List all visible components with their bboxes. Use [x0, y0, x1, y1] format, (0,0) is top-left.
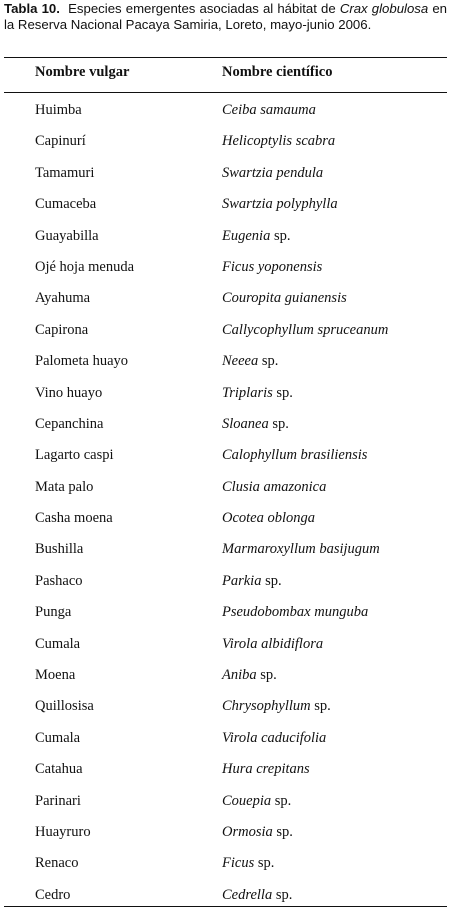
common-name-cell: Moena: [35, 667, 76, 684]
scientific-name-italic: Swartzia polyphylla: [222, 196, 338, 213]
table-header-rule: [4, 92, 447, 93]
table-row: [0, 315, 450, 346]
scientific-name-italic: Ceiba samauma: [222, 102, 316, 118]
caption-text-before: Especies emergentes asociadas al hábitat de: [68, 1, 340, 16]
scientific-name-cell: [222, 322, 388, 339]
common-name-cell: Ojé hoja menuda: [35, 258, 135, 275]
scientific-name-suffix: sp.: [272, 823, 293, 840]
common-name-cell: Ayahuma: [35, 290, 91, 307]
common-name-cell: Bushilla: [35, 541, 84, 558]
common-name-cell: Guayabilla: [35, 227, 99, 244]
scientific-name-italic: Eugenia: [222, 227, 271, 244]
scientific-name-suffix: sp.: [270, 227, 291, 244]
scientific-name-cell: [222, 793, 291, 810]
scientific-name-cell: [222, 761, 310, 778]
table-row: [0, 472, 450, 503]
scientific-name-cell: [222, 573, 282, 590]
scientific-name-suffix: sp.: [272, 886, 293, 903]
common-name-cell: Cumala: [35, 729, 81, 746]
scientific-name-suffix: sp.: [310, 698, 331, 715]
scientific-name-italic: Ormosia: [222, 823, 273, 840]
scientific-name-italic: Couepia: [222, 792, 272, 809]
scientific-name-suffix: sp.: [254, 855, 275, 872]
scientific-name-cell: [222, 604, 368, 621]
scientific-name-italic: Ficus: [222, 855, 255, 872]
scientific-name-suffix: sp.: [272, 384, 293, 401]
scientific-name-cell: [222, 447, 367, 464]
scientific-name-italic: Hura crepitans: [222, 761, 310, 778]
caption-species: Crax globulosa: [339, 1, 429, 16]
table-row: [0, 158, 450, 189]
common-name-cell: Lagarto caspi: [35, 447, 114, 464]
table-row: [0, 440, 450, 471]
scientific-name-italic: Marmaroxyllum basijugum: [222, 541, 380, 558]
caption-label: Tabla 10.: [4, 1, 60, 16]
scientific-name-italic: Ocotea oblonga: [222, 510, 316, 527]
common-name-cell: Capirona: [35, 321, 89, 338]
caption-text-after: en la Reserva Nacional Pacaya Samiria, Loreto, mayo-junio 2006.: [4, 1, 448, 32]
column-header-scientific-name: Nombre científico: [222, 64, 333, 80]
common-name-cell: Renaco: [35, 855, 79, 872]
scientific-name-cell: [222, 228, 290, 245]
common-name-cell: Punga: [35, 604, 72, 621]
scientific-name-cell: [222, 730, 326, 747]
scientific-name-cell: [222, 196, 338, 213]
common-name-cell: Capinurí: [35, 133, 86, 150]
table-row: [0, 786, 450, 817]
scientific-name-italic: Couropita guianensis: [222, 290, 347, 307]
table-row: [0, 817, 450, 848]
scientific-name-cell: [222, 636, 323, 653]
scientific-name-cell: [222, 133, 335, 150]
table-row: [0, 503, 450, 534]
scientific-name-italic: Triplaris: [222, 384, 273, 401]
table-row: [0, 597, 450, 628]
scientific-name-cell: [222, 259, 322, 276]
scientific-name-italic: Calophyllum brasiliensis: [222, 447, 368, 464]
scientific-name-italic: Clusia amazonica: [222, 478, 327, 495]
table-row: [0, 95, 450, 126]
common-name-cell: Tamamuri: [35, 164, 95, 181]
scientific-name-cell: [222, 887, 292, 904]
scientific-name-italic: Helicoptylis scabra: [222, 133, 336, 150]
scientific-name-suffix: sp.: [271, 792, 292, 809]
common-name-cell: Mata palo: [35, 478, 94, 495]
table-row: [0, 848, 450, 879]
scientific-name-cell: [222, 855, 274, 872]
scientific-name-italic: Sloanea: [222, 415, 269, 432]
common-name-cell: Parinari: [35, 792, 81, 809]
table-row: [0, 189, 450, 220]
scientific-name-italic: Pseudobombax munguba: [222, 604, 369, 621]
table-row: [0, 126, 450, 157]
table-row: [0, 723, 450, 754]
common-name-cell: Cedro: [35, 886, 71, 903]
scientific-name-italic: Aniba: [222, 667, 257, 684]
scientific-name-suffix: sp.: [261, 572, 282, 589]
table-row: [0, 378, 450, 409]
scientific-name-cell: [222, 510, 315, 527]
common-name-cell: Huimba: [35, 102, 82, 118]
scientific-name-italic: Swartzia pendula: [222, 164, 324, 181]
table-row: [0, 409, 450, 440]
common-name-cell: Catahua: [35, 761, 83, 778]
common-name-cell: Cumaceba: [35, 196, 97, 213]
scientific-name-italic: Virola albidiflora: [222, 635, 324, 652]
scientific-name-cell: [222, 416, 289, 433]
common-name-cell: Cepanchina: [35, 415, 104, 432]
scientific-name-cell: [222, 667, 277, 684]
scientific-name-italic: Virola caducifolia: [222, 729, 327, 746]
table-top-rule: [4, 57, 447, 58]
common-name-cell: Palometa huayo: [35, 353, 129, 370]
scientific-name-cell: [222, 541, 380, 558]
table-row: [0, 346, 450, 377]
scientific-name-cell: [222, 353, 278, 370]
scientific-name-italic: Chrysophyllum: [222, 698, 311, 715]
table-row: [0, 534, 450, 565]
scientific-name-italic: Neeea: [222, 353, 259, 370]
scientific-name-italic: Ficus yoponensis: [222, 258, 323, 275]
common-name-cell: Quillosisa: [35, 698, 94, 715]
scientific-name-cell: [222, 102, 316, 119]
scientific-name-cell: [222, 290, 347, 307]
common-name-cell: Vino huayo: [35, 384, 103, 401]
common-name-cell: Cumala: [35, 635, 81, 652]
scientific-name-cell: [222, 385, 293, 402]
table-row: [0, 566, 450, 597]
column-header-common-name: Nombre vulgar: [35, 64, 130, 80]
common-name-cell: Huayruro: [35, 823, 91, 840]
table-row: [0, 754, 450, 785]
scientific-name-suffix: sp.: [268, 415, 289, 432]
common-name-cell: Casha moena: [35, 510, 113, 527]
scientific-name-italic: Cedrella: [222, 886, 273, 903]
scientific-name-suffix: sp.: [256, 667, 277, 684]
scientific-name-cell: [222, 824, 293, 841]
table-row: [0, 252, 450, 283]
table-bottom-rule: [4, 906, 447, 907]
table-row: [0, 221, 450, 252]
scientific-name-suffix: sp.: [258, 353, 279, 370]
table-row: [0, 660, 450, 691]
scientific-name-italic: Parkia: [222, 572, 262, 589]
common-name-cell: Pashaco: [35, 572, 83, 589]
table-row: [0, 691, 450, 722]
table-row: [0, 283, 450, 314]
table-caption: [4, 1, 447, 33]
scientific-name-cell: [222, 479, 326, 496]
scientific-name-italic: Callycophyllum spruceanum: [222, 321, 389, 338]
scientific-name-cell: [222, 165, 323, 182]
table-row: [0, 629, 450, 660]
scientific-name-cell: [222, 698, 331, 715]
table-body: [0, 95, 450, 911]
